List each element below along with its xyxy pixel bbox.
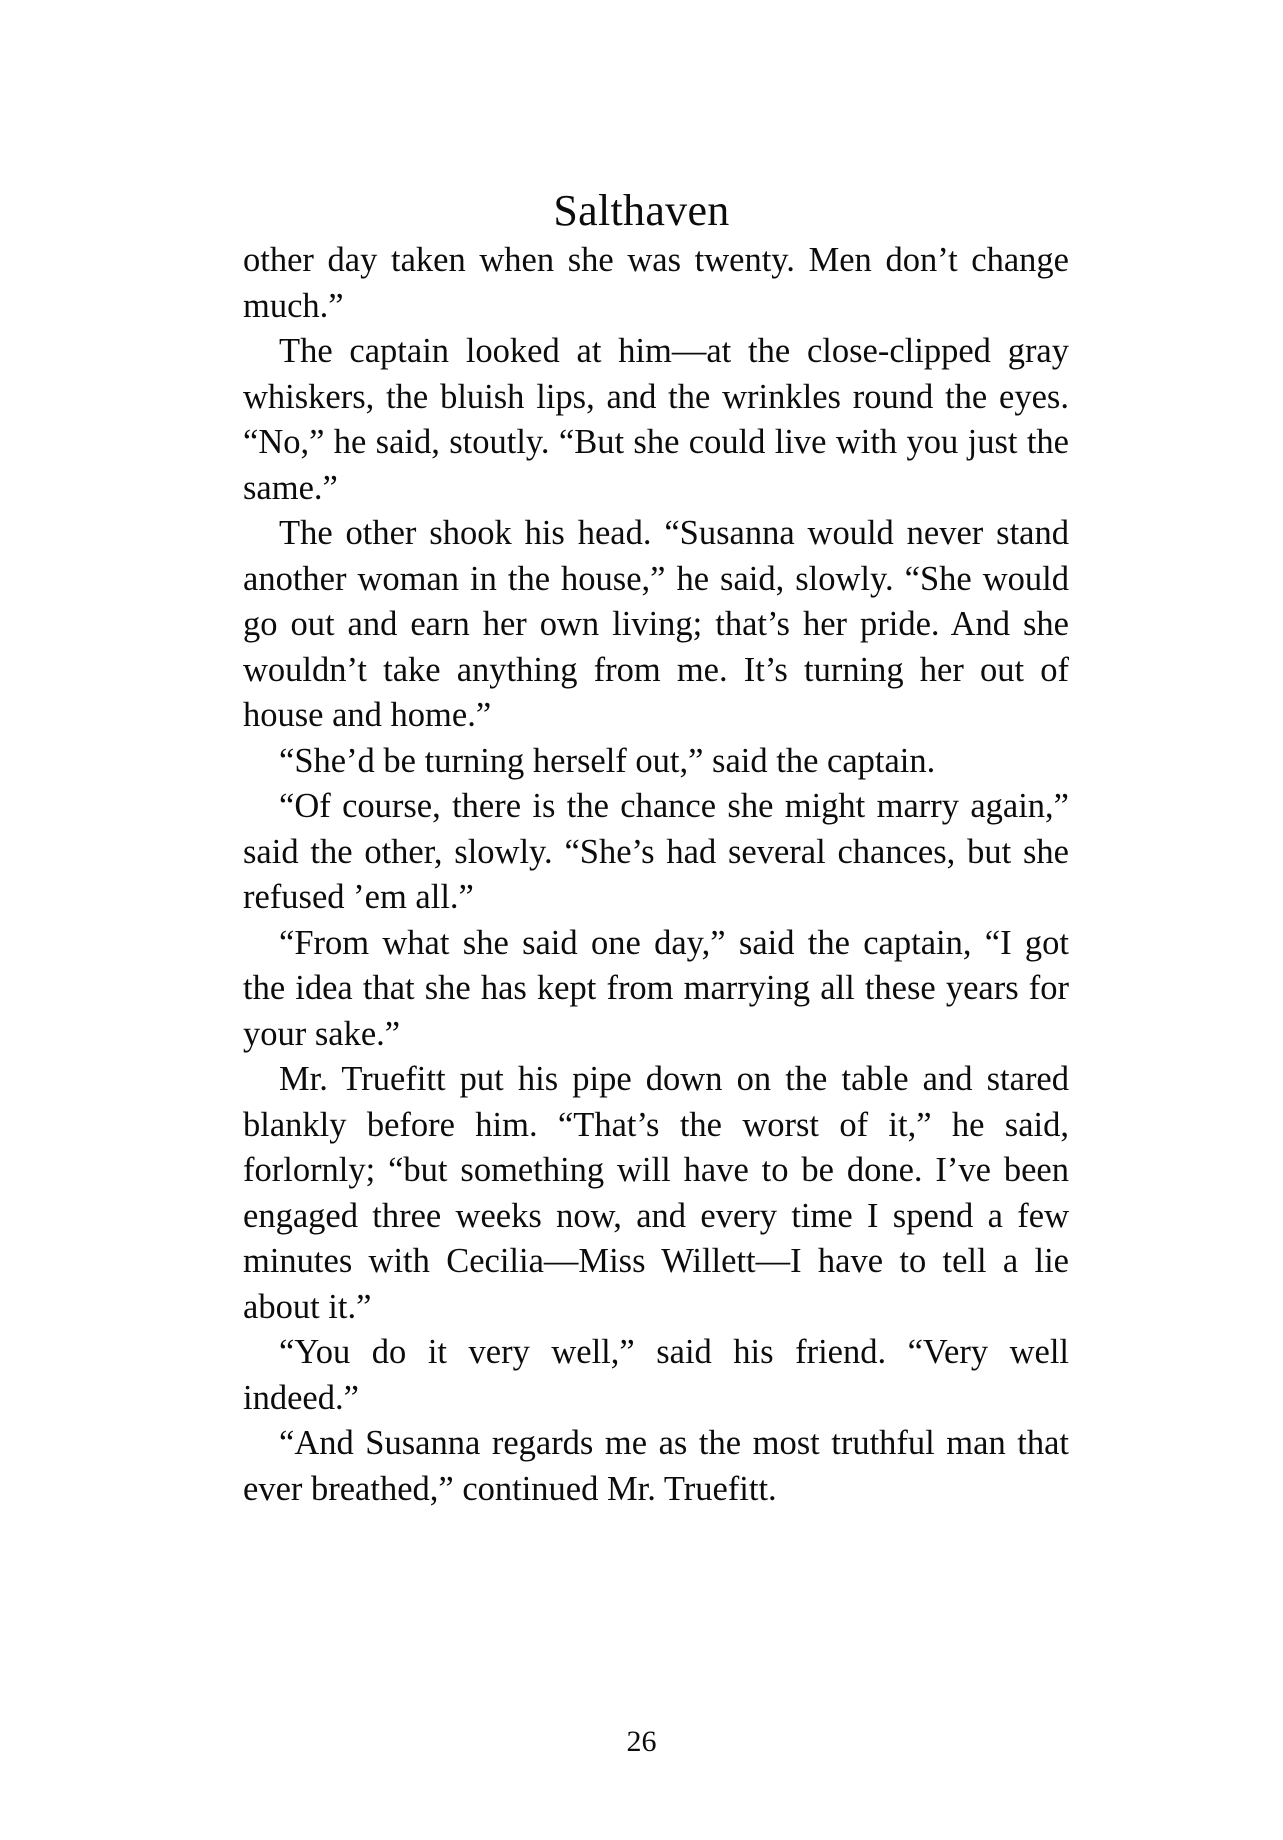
- paragraph: The captain looked at him—at the close-clipped gray whiskers, the bluish lips, and the wrinkles round the eyes. “No,” he said, stoutly. “But she could live with you just the same.”: [243, 332, 1069, 507]
- body-text: [243, 238, 1069, 1512]
- page-number: 26: [626, 1725, 657, 1758]
- running-head-title: Salthaven: [553, 186, 730, 235]
- paragraph: “And Susanna regards me as the most truthful man that ever breathed,” continued Mr. Truefitt.: [243, 1424, 1069, 1508]
- paragraph: “From what she said one day,” said the captain, “I got the idea that she has kept from marrying all these years for your sake.”: [243, 923, 1069, 1053]
- paragraph: “You do it very well,” said his friend. “Very well indeed.”: [243, 1333, 1069, 1417]
- paragraph-continuation: other day taken when she was twenty. Men don’t change much.”: [243, 241, 1069, 325]
- paragraph: “Of course, there is the chance she might marry again,” said the other, slowly. “She’s had several chances, but she refused ’em all.”: [243, 787, 1069, 916]
- paragraph: “She’d be turning herself out,” said the captain.: [279, 741, 936, 780]
- paragraph: Mr. Truefitt put his pipe down on the table and stared blankly before him. “That’s the worst of it,” he said, forlornly; “but something will have to be done. I’ve been engaged three weeks now, and every time I spend a few minutes with Cecilia—Miss Willett—I have to tell a lie about it.”: [243, 1060, 1069, 1326]
- paragraph: The other shook his head. “Susanna would never stand another woman in the house,” he said, slowly. “She would go out and earn her own living; that’s her pride. And she wouldn’t take anything from me. It’s turning her out of house and home.”: [243, 514, 1069, 734]
